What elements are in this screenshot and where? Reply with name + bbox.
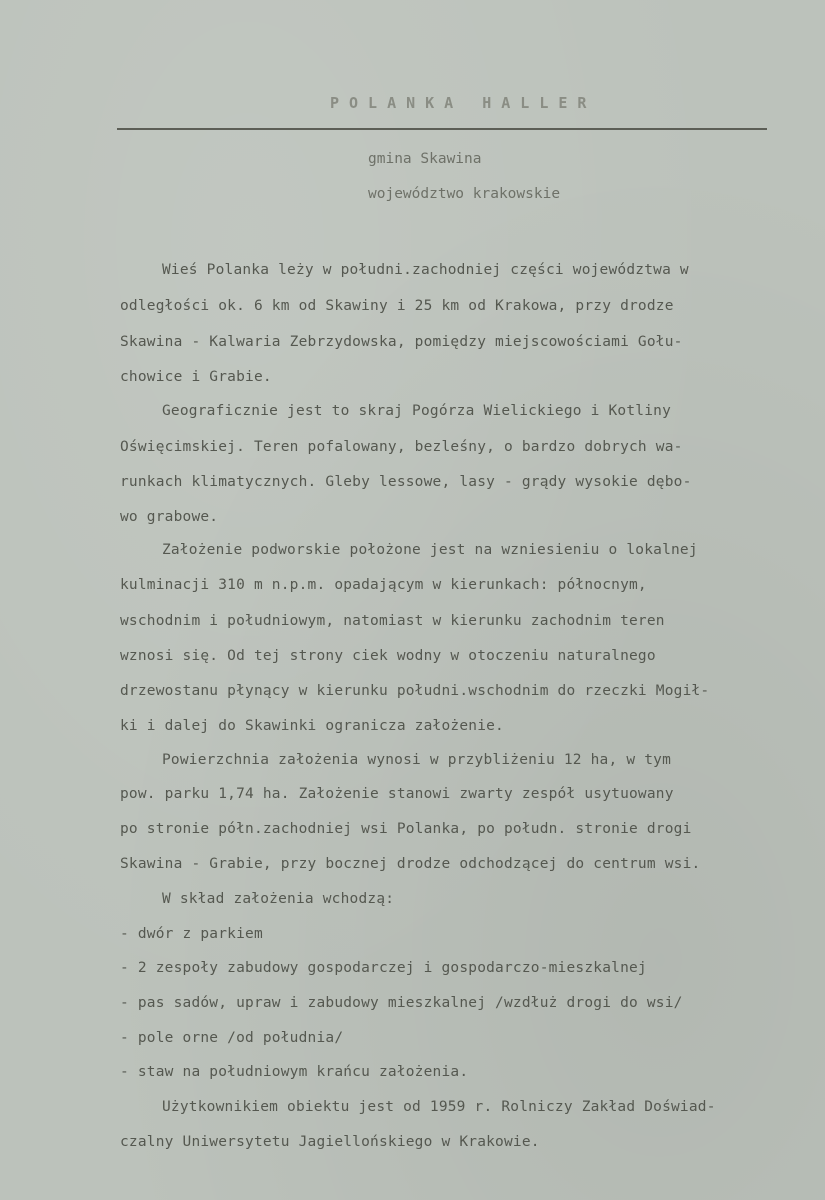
paragraph-line: po stronie półn.zachodniej wsi Polanka, po połudn. stronie drogi — [120, 821, 692, 837]
list-item: - dwór z parkiem — [120, 926, 263, 942]
paragraph-line: czalny Uniwersytetu Jagiellońskiego w Krakowie. — [120, 1134, 540, 1150]
paragraph-line: Skawina - Kalwaria Zebrzydowska, pomiędzy miejscowościami Gołu- — [120, 334, 683, 350]
paragraph-line: Skawina - Grabie, przy bocznej drodze odchodzącej do centrum wsi. — [120, 856, 701, 872]
paragraph-line: Założenie podworskie położone jest na wzniesieniu o lokalnej — [162, 542, 698, 558]
title-underline — [117, 128, 767, 130]
list-item: - pole orne /od południa/ — [120, 1030, 344, 1046]
paragraph-line: Powierzchnia założenia wynosi w przybliżeniu 12 ha, w tym — [162, 752, 671, 768]
subtitle-municipality: gmina Skawina — [368, 151, 482, 167]
paragraph-line: drzewostanu płynący w kierunku południ.wschodnim do rzeczki Mogił- — [120, 683, 710, 699]
list-item: - 2 zespoły zabudowy gospodarczej i gospodarczo-mieszkalnej — [120, 960, 647, 976]
paragraph-line: chowice i Grabie. — [120, 369, 272, 385]
paragraph-line: Wieś Polanka leży w południ.zachodniej części województwa w — [162, 262, 689, 278]
paragraph-line: Geograficznie jest to skraj Pogórza Wielickiego i Kotliny — [162, 403, 671, 419]
paragraph-line: runkach klimatycznych. Gleby lessowe, lasy - grądy wysokie dębo- — [120, 474, 692, 490]
list-intro: W skład założenia wchodzą: — [162, 891, 395, 907]
paragraph-line: wschodnim i południowym, natomiast w kierunku zachodnim teren — [120, 613, 665, 629]
list-item: - staw na południowym krańcu założenia. — [120, 1064, 469, 1080]
paragraph-line: pow. parku 1,74 ha. Założenie stanowi zwarty zespół usytuowany — [120, 786, 674, 802]
paragraph-line: wo grabowe. — [120, 509, 219, 525]
paragraph-line: Użytkownikiem obiektu jest od 1959 r. Rolniczy Zakład Doświad- — [162, 1099, 716, 1115]
paragraph-line: kulminacji 310 m n.p.m. opadającym w kierunkach: północnym, — [120, 577, 647, 593]
paragraph-line: Oświęcimskiej. Teren pofalowany, bezleśny, o bardzo dobrych wa- — [120, 439, 683, 455]
list-item: - pas sadów, upraw i zabudowy mieszkalnej /wzdłuż drogi do wsi/ — [120, 995, 683, 1011]
paragraph-line: ki i dalej do Skawinki ogranicza założenie. — [120, 718, 504, 734]
paragraph-line: wznosi się. Od tej strony ciek wodny w otoczeniu naturalnego — [120, 648, 656, 664]
subtitle-voivodeship: województwo krakowskie — [368, 186, 561, 202]
document-title: POLANKA HALLER — [330, 94, 597, 112]
paragraph-line: odległości ok. 6 km od Skawiny i 25 km od Krakowa, przy drodze — [120, 298, 674, 314]
